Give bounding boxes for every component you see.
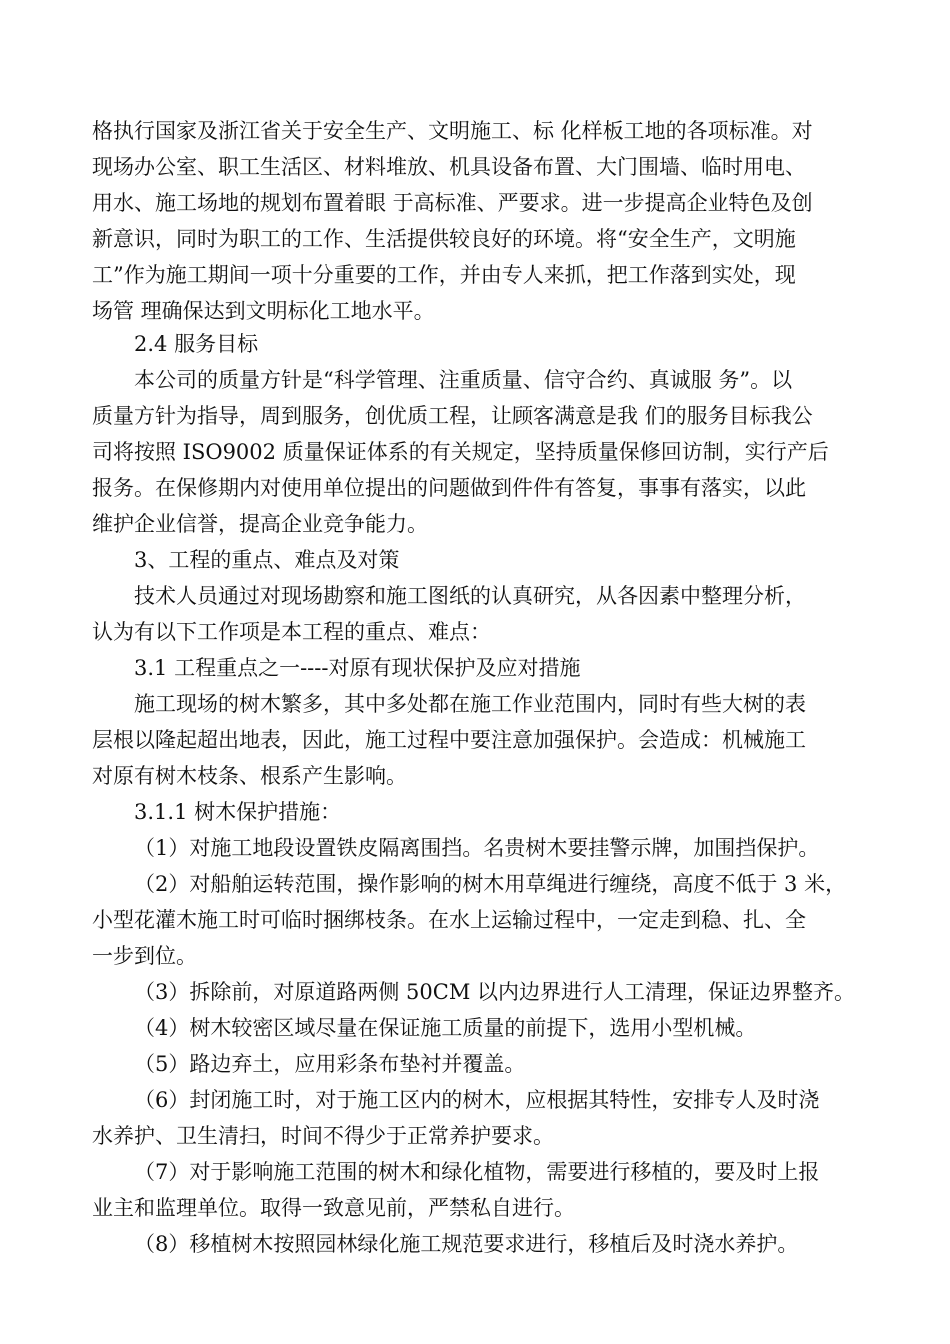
text-line: 技术人员通过对现场勘察和施工图纸的认真研究，从各因素中整理分析，: [134, 584, 806, 608]
text-line: 新意识，同时为职工的工作、生活提供较良好的环境。将“安全生产，文明施: [92, 227, 796, 251]
list-item: （7）对于影响施工范围的树木和绿化植物，需要进行移植的，要及时上报: [134, 1160, 820, 1184]
list-item: （2）对船舶运转范围，操作影响的树木用草绳进行缠绕，高度不低于 3 米，: [134, 872, 847, 896]
text-line: 施工现场的树木繁多，其中多处都在施工作业范围内，同时有些大树的表: [134, 692, 806, 716]
list-item: （3）拆除前，对原道路两侧 50CM 以内边界进行人工清理，保证边界整齐。: [134, 980, 856, 1004]
text-line: 工”作为施工期间一项十分重要的工作，并由专人来抓，把工作落到实处，现: [92, 263, 796, 287]
text-line: 报务。在保修期内对使用单位提出的问题做到件件有答复，事事有落实，以此: [92, 476, 806, 500]
text-line: 业主和监理单位。取得一致意见前，严禁私自进行。: [92, 1196, 575, 1220]
text-line: 用水、施工场地的规划布置着眼 于高标准、严要求。进一步提高企业特色及创: [92, 191, 813, 215]
text-line: 现场办公室、职工生活区、材料堆放、机具设备布置、大门围墙、临时用电、: [92, 155, 806, 179]
section-heading: 2.4 服务目标: [134, 332, 259, 356]
text-line: 水养护、卫生清扫，时间不得少于正常养护要求。: [92, 1124, 554, 1148]
section-heading: 3.1.1 树木保护措施：: [134, 800, 342, 824]
text-line: 本公司的质量方针是“科学管理、注重质量、信守合约、真诚服 务”。以: [134, 368, 793, 392]
list-item: （1）对施工地段设置铁皮隔离围挡。名贵树木要挂警示牌，加围挡保护。: [134, 836, 820, 860]
list-item: （8）移植树木按照园林绿化施工规范要求进行，移植后及时浇水养护。: [134, 1232, 799, 1256]
list-item: （6）封闭施工时，对于施工区内的树木，应根据其特性，安排专人及时浇: [134, 1088, 820, 1112]
list-item: （5）路边弃土，应用彩条布垫衬并覆盖。: [134, 1052, 526, 1076]
text-line: 小型花灌木施工时可临时捆绑枝条。在水上运输过程中，一定走到稳、扎、全: [92, 908, 806, 932]
text-line: 对原有树木枝条、根系产生影响。: [92, 764, 407, 788]
text-line: 场管 理确保达到文明标化工地水平。: [92, 299, 435, 323]
text-line: 一步到位。: [92, 944, 197, 968]
text-line: 司将按照 ISO9002 质量保证体系的有关规定，坚持质量保修回访制，实行产后: [92, 440, 829, 464]
list-item: （4）树木较密区域尽量在保证施工质量的前提下，选用小型机械。: [134, 1016, 757, 1040]
text-line: 质量方针为指导，周到服务，创优质工程，让顾客满意是我 们的服务目标我公: [92, 404, 813, 428]
text-line: 格执行国家及浙江省关于安全生产、文明施工、标 化样板工地的各项标准。对: [92, 119, 813, 143]
text-line: 认为有以下工作项是本工程的重点、难点：: [92, 620, 491, 644]
section-heading: 3、工程的重点、难点及对策: [134, 548, 400, 572]
text-line: 层根以隆起超出地表，因此，施工过程中要注意加强保护。会造成：机械施工: [92, 728, 806, 752]
text-line: 维护企业信誉，提高企业竞争能力。: [92, 512, 428, 536]
section-heading: 3.1 工程重点之一----对原有现状保护及应对措施: [134, 656, 581, 680]
